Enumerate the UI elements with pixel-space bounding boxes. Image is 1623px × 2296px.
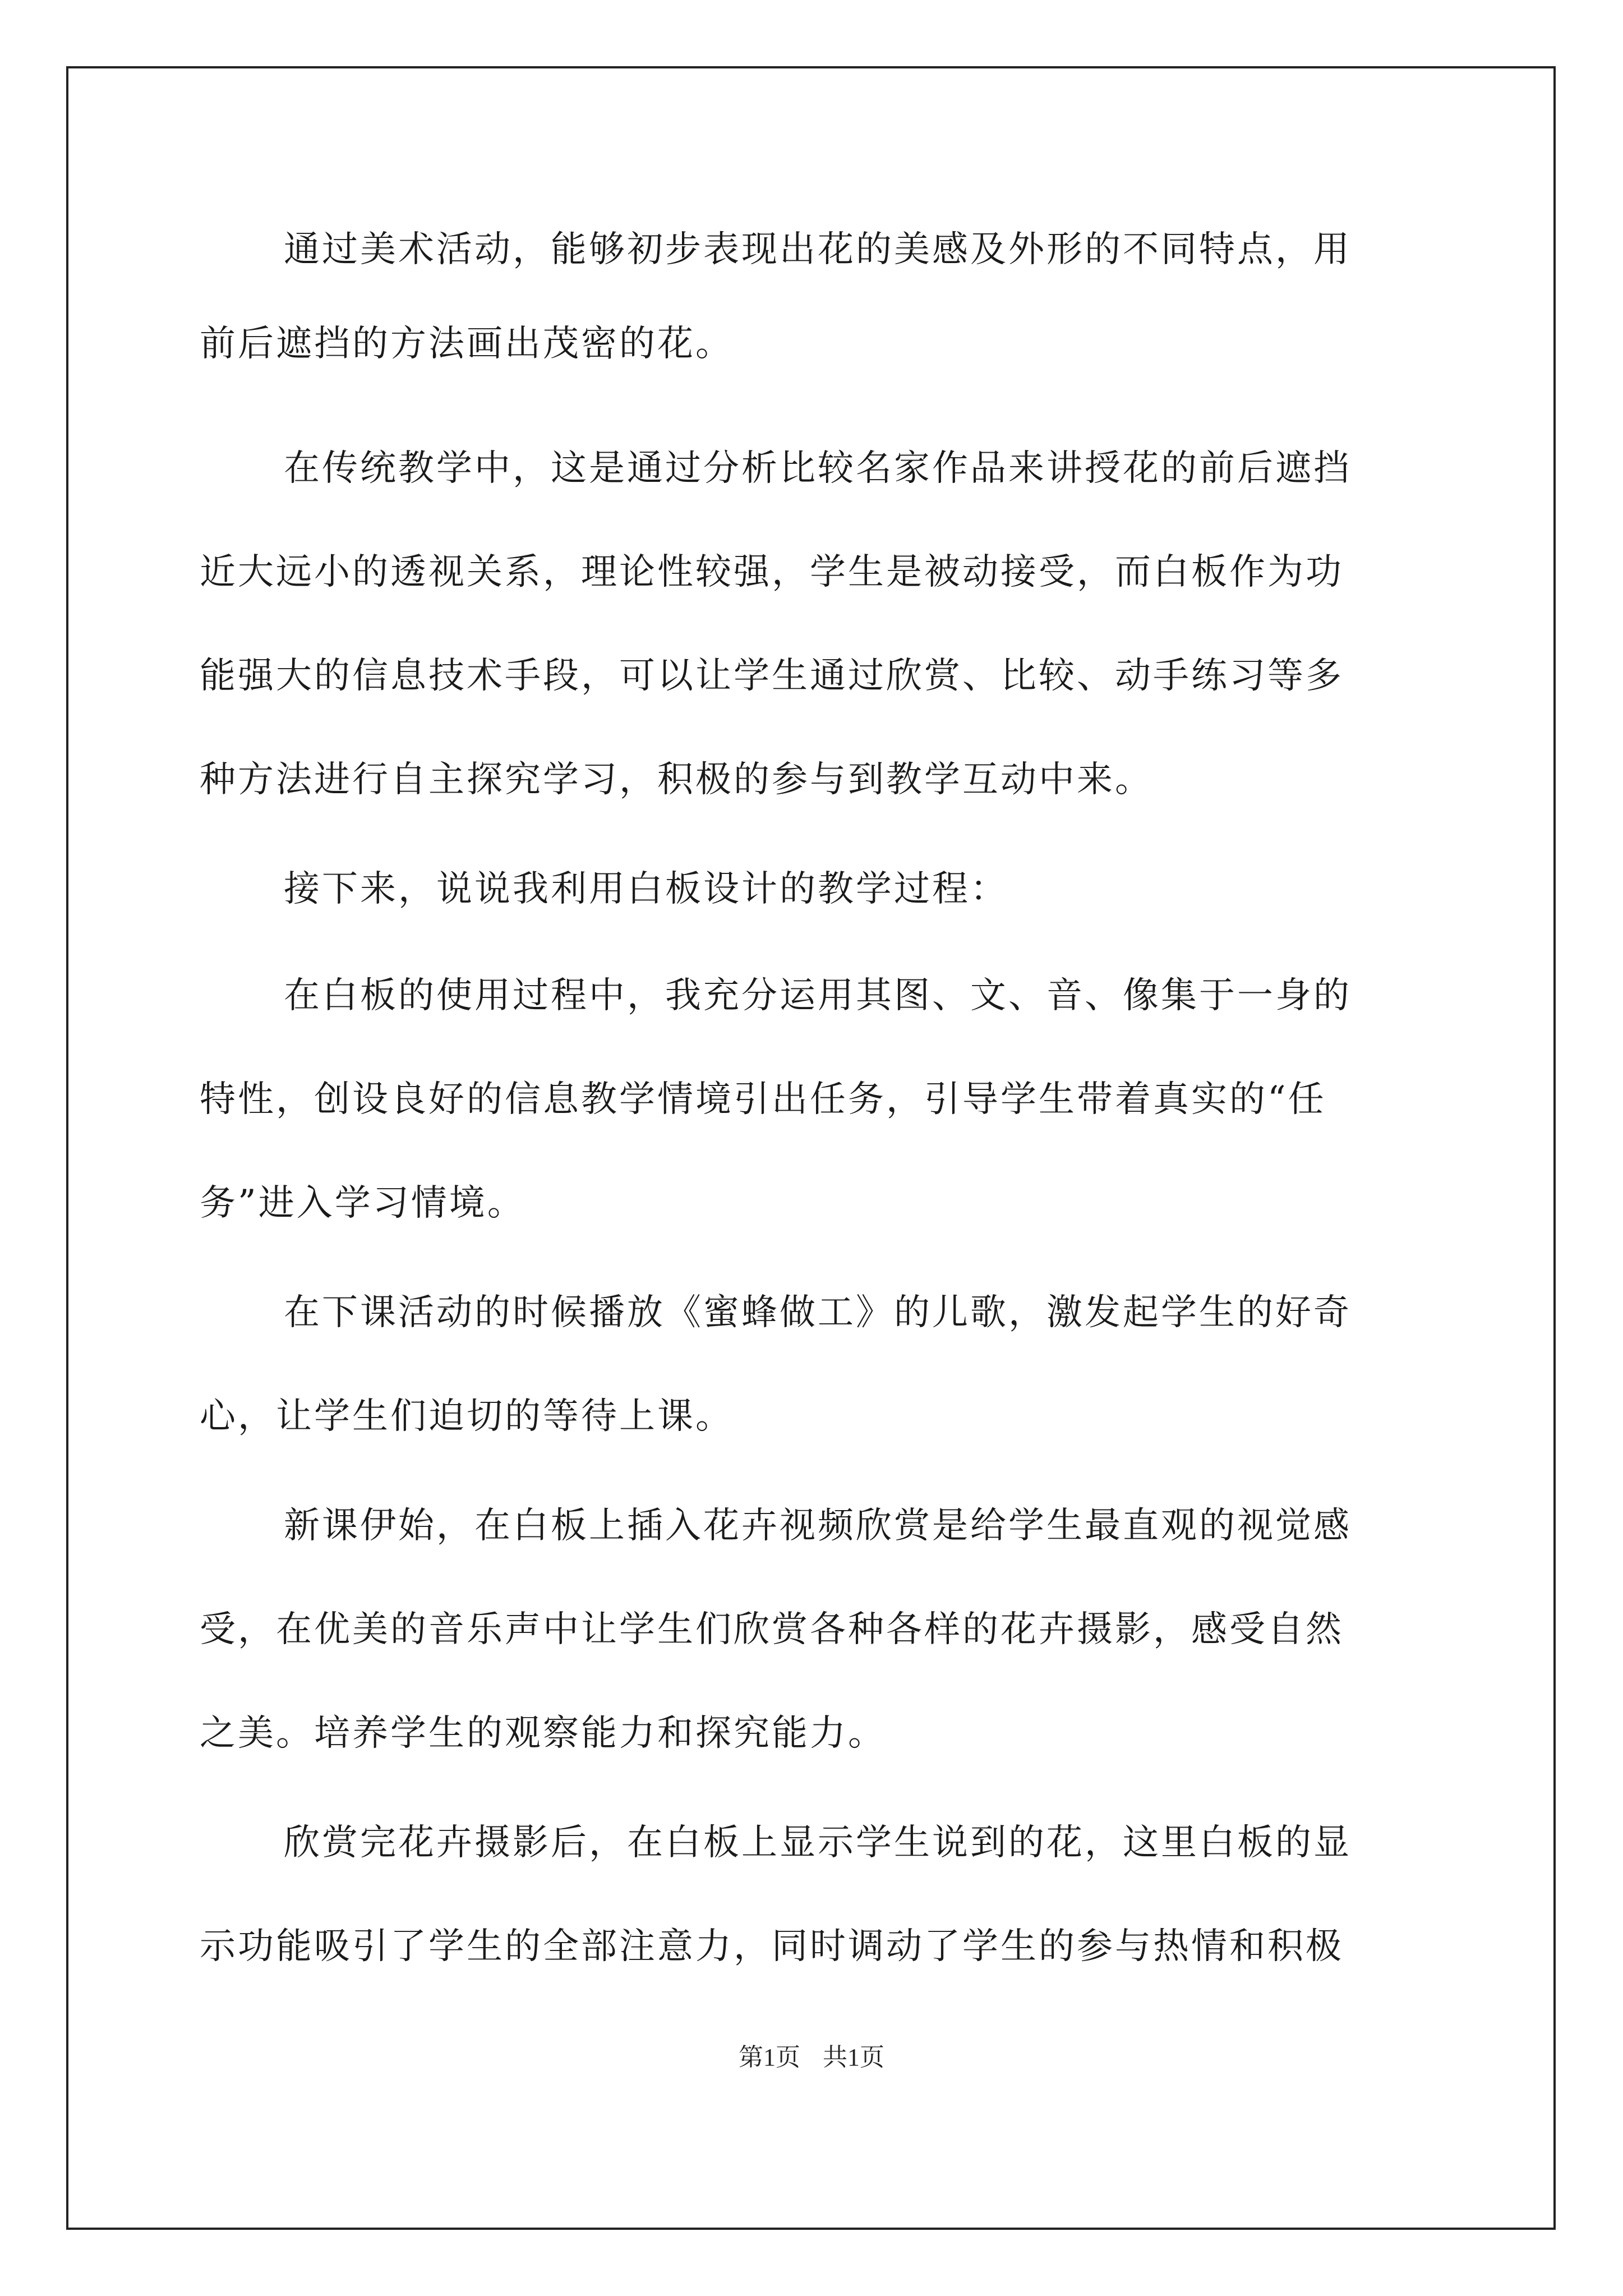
page-border [66,66,1556,2230]
paragraph-line: 受，在优美的音乐声中让学生们欣赏各种各样的花卉摄影，感受自然 [200,1609,1344,1650]
paragraph-line: 特性，创设良好的信息教学情境引出任务，引导学生带着真实的“任 [200,1079,1326,1120]
paragraph-line: 接下来，说说我利用白板设计的教学过程： [284,868,1008,910]
paragraph-line: 示功能吸引了学生的全部注意力，同时调动了学生的参与热情和积极 [200,1926,1344,1967]
paragraph-line: 在白板的使用过程中，我充分运用其图、文、音、像集于一身的 [284,975,1352,1016]
page-footer [0,2042,1623,2073]
paragraph-line: 之美。培养学生的观察能力和探究能力。 [200,1713,886,1754]
paragraph-line: 欣赏完花卉摄影后，在白板上显示学生说到的花，这里白板的显 [284,1822,1352,1864]
paragraph-line: 心，让学生们迫切的等待上课。 [200,1396,734,1437]
paragraph-line: 近大远小的透视关系，理论性较强，学生是被动接受，而白板作为功 [200,551,1344,593]
paragraph-line: 在传统教学中，这是通过分析比较名家作品来讲授花的前后遮挡 [284,448,1352,489]
paragraph-line: 新课伊始，在白板上插入花卉视频欣赏是给学生最直观的视觉感 [284,1505,1352,1547]
page-number: 第1页 [739,2044,800,2071]
page-total: 共1页 [823,2044,884,2071]
paragraph-line: 种方法进行自主探究学习，积极的参与到教学互动中来。 [200,759,1153,800]
paragraph-line: 通过美术活动，能够初步表现出花的美感及外形的不同特点，用 [284,229,1352,270]
paragraph-line: 能强大的信息技术手段，可以让学生通过欣赏、比较、动手练习等多 [200,655,1344,697]
paragraph-line: 务”进入学习情境。 [200,1182,525,1224]
paragraph-line: 在下课活动的时候播放《蜜蜂做工》的儿歌，激发起学生的好奇 [284,1292,1352,1333]
paragraph-line: 前后遮挡的方法画出茂密的花。 [200,323,734,365]
